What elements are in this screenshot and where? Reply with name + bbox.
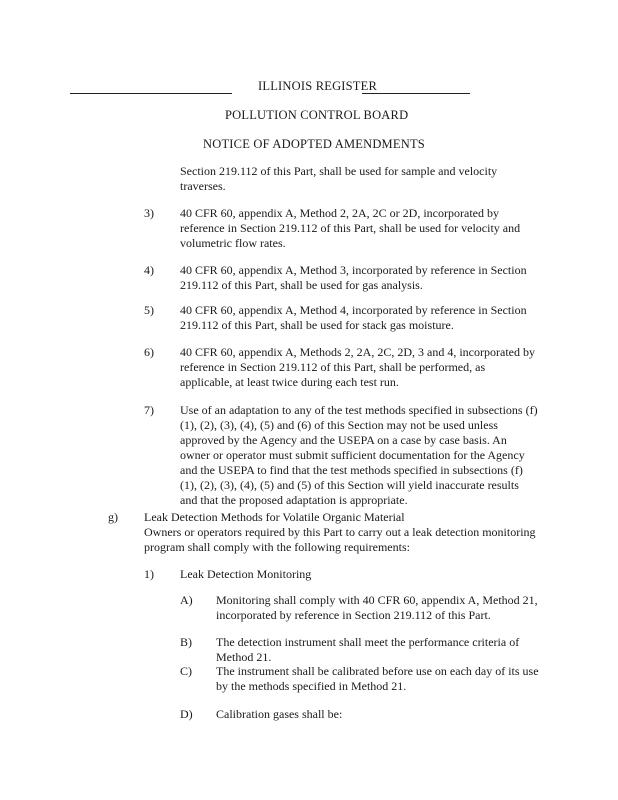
subitem-letter: B) — [180, 635, 192, 649]
subitem-letter: C) — [180, 664, 192, 678]
item-text: 40 CFR 60, appendix A, Method 2, 2A, 2C or 2D, incorporated by reference in Section 219.112 of this Part, shall be used for velocity and volumetric flow rates. — [180, 206, 521, 250]
section-intro: Owners or operators required by this Part to carry out a leak detection monitoring program shall comply with the following requirements: — [144, 525, 536, 554]
item-number: 5) — [144, 303, 154, 317]
section-number: g) — [108, 510, 118, 524]
subitem-text: Monitoring shall comply with 40 CFR 60, appendix A, Method 21, incorporated by reference in Section 219.112 of this Part. — [216, 593, 538, 622]
item-text: 40 CFR 60, appendix A, Method 4, incorporated by reference in Section 219.112 of this Part, shall be used for stack gas moisture. — [180, 303, 527, 332]
subitem-text: The detection instrument shall meet the performance criteria of Method 21. — [216, 635, 520, 664]
board-title: POLLUTION CONTROL BOARD — [225, 108, 409, 122]
subitem-text: The instrument shall be calibrated before use on each day of its use by the methods specified in Method 21. — [216, 664, 539, 693]
notice-title: NOTICE OF ADOPTED AMENDMENTS — [203, 137, 425, 151]
item-text: Use of an adaptation to any of the test methods specified in subsections (f)(1), (2), (3), (4), (5) and (6) of this Section may not be used unless approved by the Agency and the USEPA on a case by case basis. An owner or operator must submit sufficient documentation for the Agency and the USEPA to find that the test methods specified in subsections (f)(1), (2), (3), (4), (5) and (5) of this Section will yield inaccurate results and that the proposed adaptation is appropriate. — [180, 403, 538, 507]
item-text: 40 CFR 60, appendix A, Method 3, incorporated by reference in Section 219.112 of this Part, shall be used for gas analysis. — [180, 263, 527, 292]
item-number: 3) — [144, 206, 154, 220]
section-title: Leak Detection Methods for Volatile Organic Material — [144, 510, 405, 524]
register-title: ILLINOIS REGISTER — [258, 79, 378, 93]
subsection-title: Leak Detection Monitoring — [180, 567, 312, 581]
subitem-letter: D) — [180, 707, 193, 721]
item-number: 6) — [144, 345, 154, 359]
subitem-text: Calibration gases shall be: — [216, 707, 343, 721]
item-number: 7) — [144, 403, 154, 417]
header-rule-right — [362, 93, 470, 94]
continuation-text: Section 219.112 of this Part, shall be used for sample and velocity traverses. — [180, 164, 498, 193]
item-number: 4) — [144, 263, 154, 277]
header-rule-left — [70, 93, 232, 94]
item-text: 40 CFR 60, appendix A, Methods 2, 2A, 2C, 2D, 3 and 4, incorporated by reference in Section 219.112 of this Part, shall be performed, as applicable, at least twice during each test run. — [180, 345, 535, 389]
subitem-letter: A) — [180, 593, 193, 607]
subsection-number: 1) — [144, 567, 154, 581]
